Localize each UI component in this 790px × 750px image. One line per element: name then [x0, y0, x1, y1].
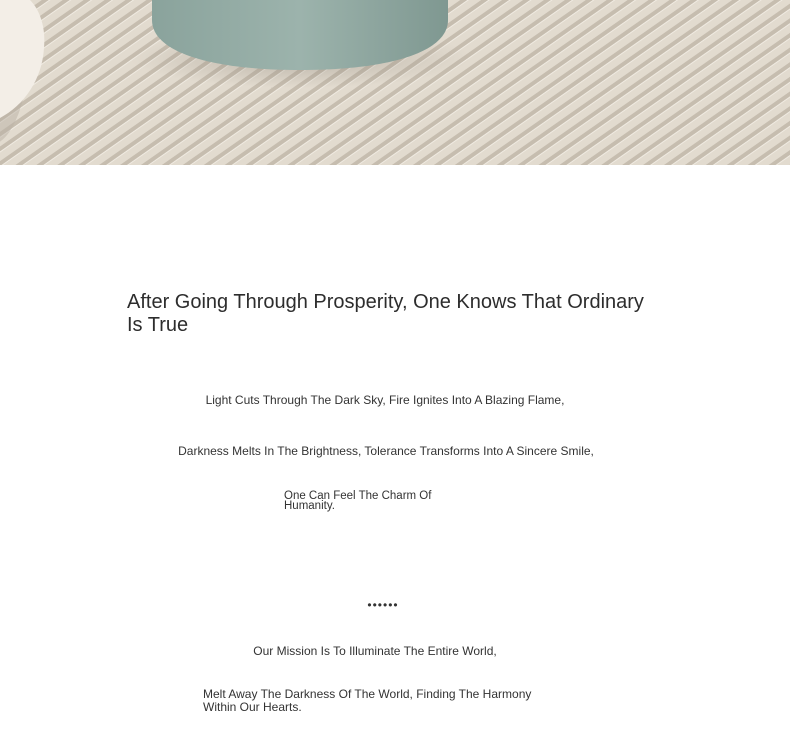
mission-line: Melt Away The Darkness Of The World, Finding The Harmony Within Our Hearts. — [203, 687, 532, 714]
article-line: Light Cuts Through The Dark Sky, Fire Ignites Into A Blazing Flame, — [205, 393, 565, 407]
mission-line: Our Mission Is To Illuminate The Entire World, — [253, 644, 497, 658]
separator-dots: •••••• — [367, 598, 399, 612]
rug-stool-illustration — [0, 0, 790, 165]
article-line: Darkness Melts In The Brightness, Tolerance Transforms Into A Sincere Smile, — [178, 444, 594, 458]
article-heading: After Going Through Prosperity, One Knows That Ordinary Is True — [127, 291, 644, 336]
hero-image — [0, 0, 790, 165]
article-line: One Can Feel The Charm Of Humanity. — [284, 490, 432, 512]
